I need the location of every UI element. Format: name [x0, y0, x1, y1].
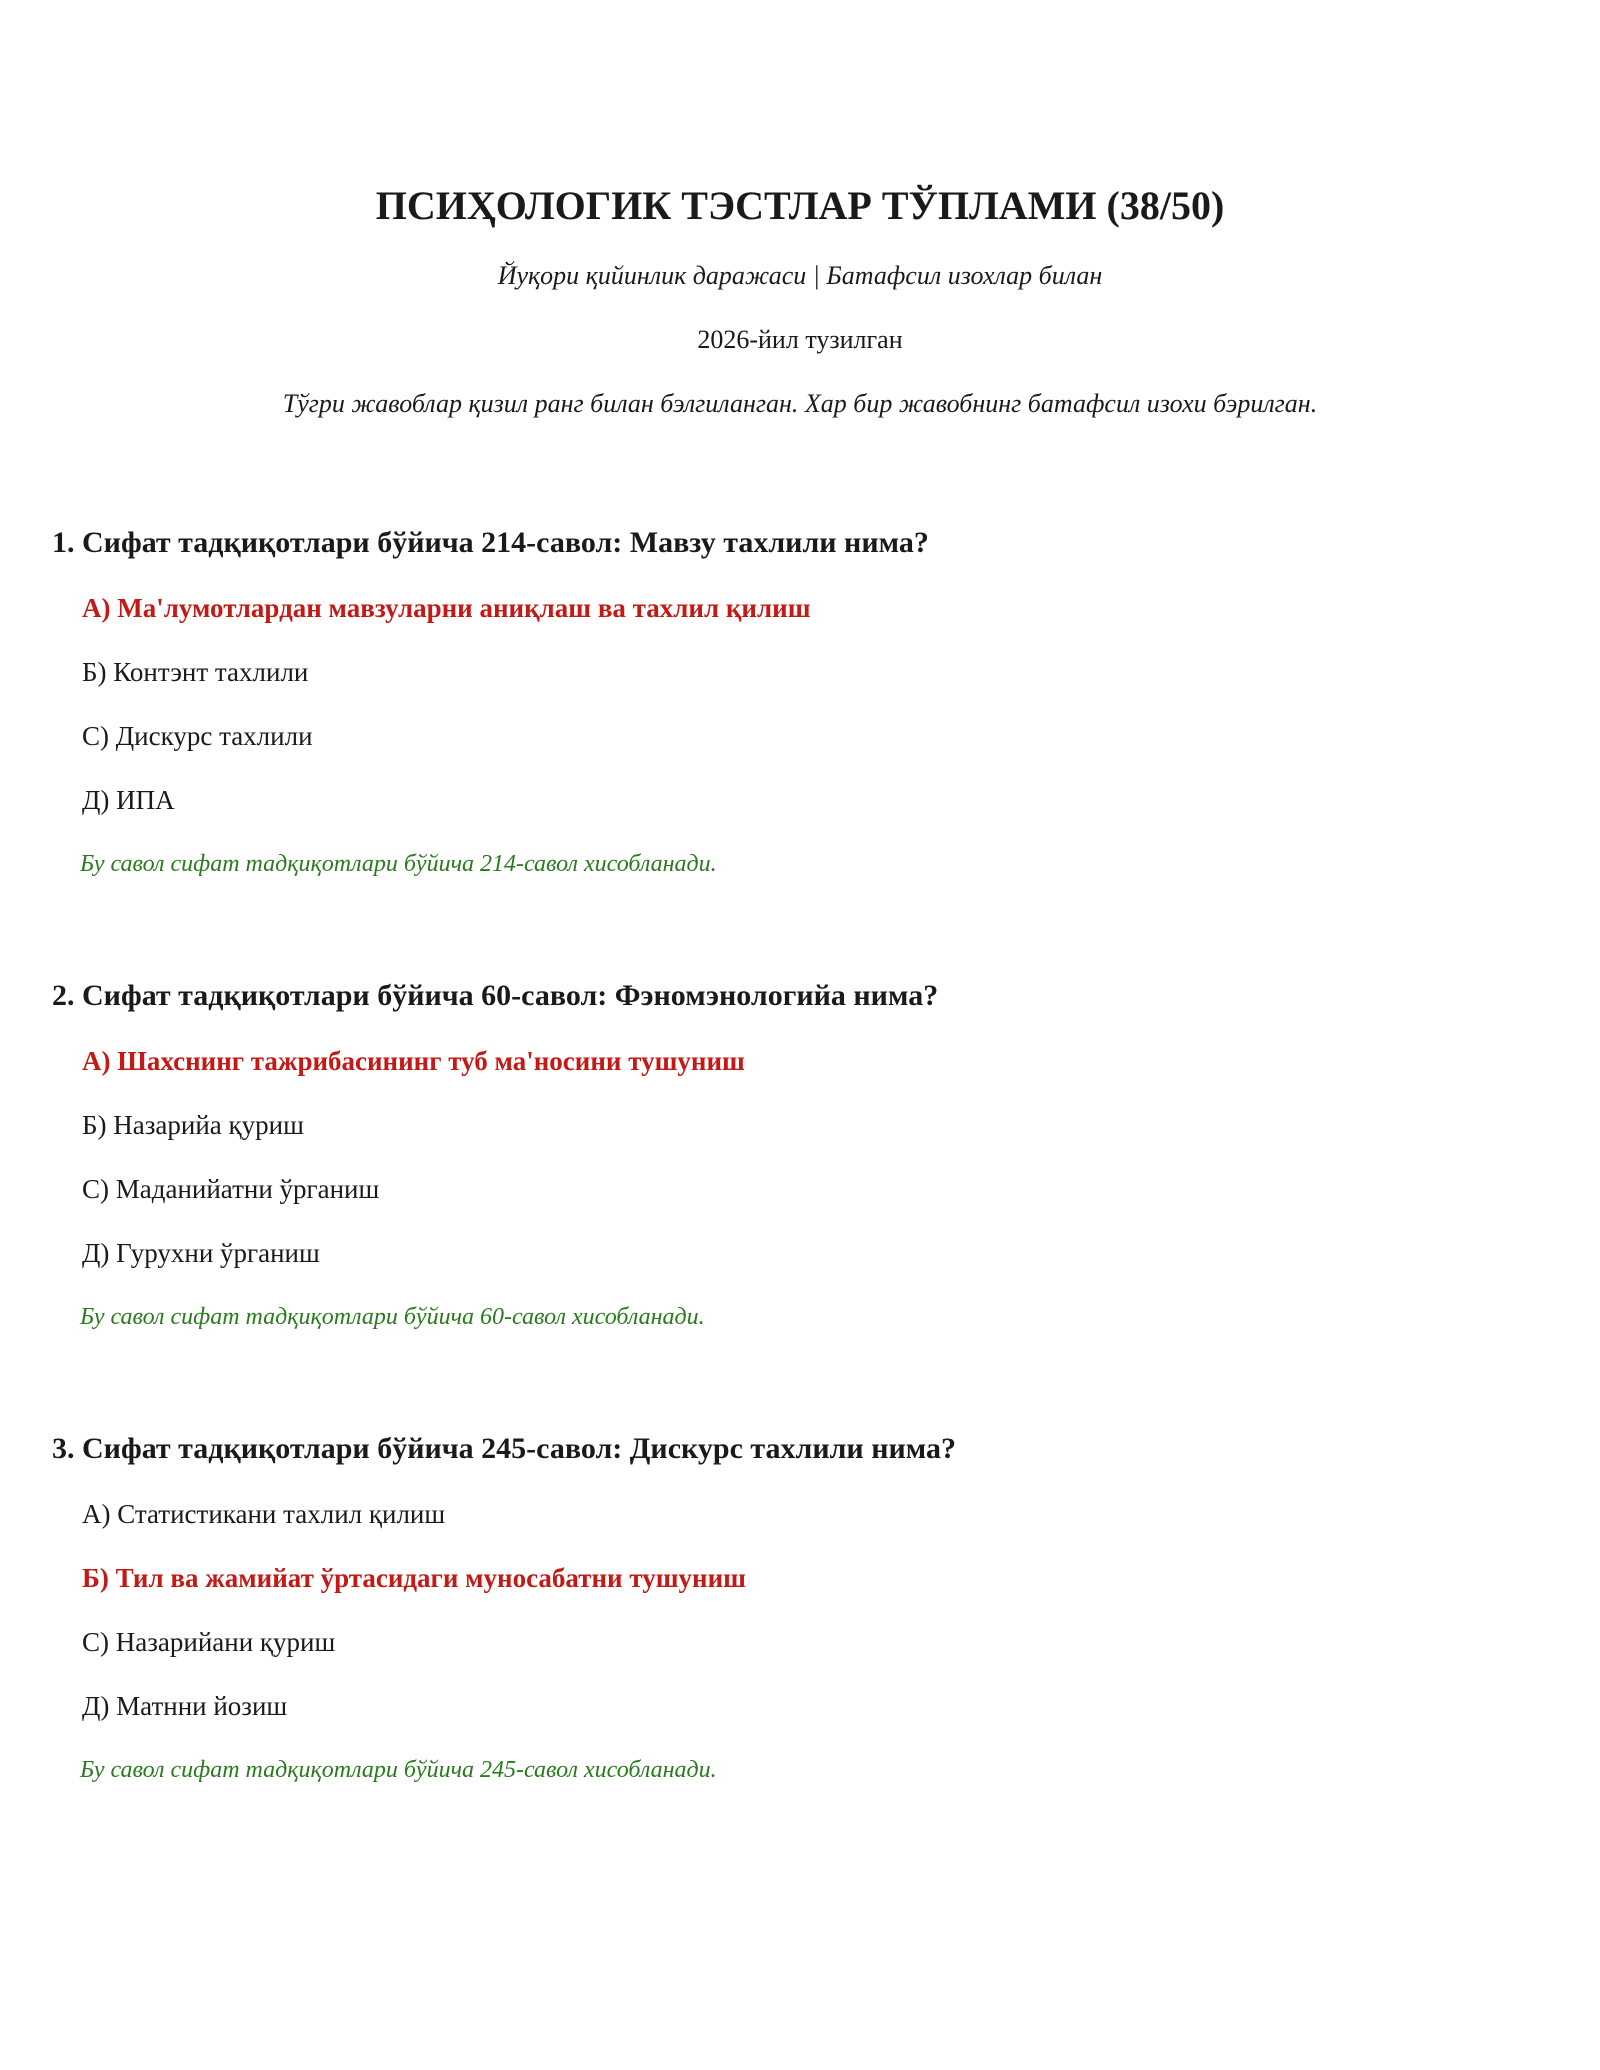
question-explanation: Бу савол сифат тадқиқотлари бўйича 214-савол хисобланади. — [80, 851, 717, 877]
document-date: 2026-йил тузилган — [697, 325, 903, 354]
question-1 — [52, 525, 1552, 879]
question-title: 2. Сифат тадқиқотлари бўйича 60-савол: Фэномэнологийа нима? — [52, 979, 939, 1012]
option-d: Д) ИПА — [82, 785, 175, 815]
option-a: А) Шахснинг тажрибасининг туб ма'носини тушуниш — [82, 1046, 745, 1076]
question-title: 1. Сифат тадқиқотлари бўйича 214-савол: Мавзу тахлили нима? — [52, 526, 929, 559]
document-note: Тўгри жавоблар қизил ранг билан бэлгиланган. Хар бир жавобнинг батафсил изохи бэрилган. — [282, 389, 1318, 418]
option-d: Д) Матнни йозиш — [82, 1691, 288, 1721]
option-a: А) Статистикани тахлил қилиш — [82, 1499, 446, 1529]
question-title: 3. Сифат тадқиқотлари бўйича 245-савол: Дискурс тахлили нима? — [52, 1432, 957, 1465]
question-2 — [52, 978, 1552, 1332]
question-explanation: Бу савол сифат тадқиқотлари бўйича 60-савол хисобланади. — [80, 1304, 705, 1330]
option-c: С) Дискурс тахлили — [82, 721, 313, 751]
document-subtitle: Йуқори қийинлик даражаси | Батафсил изохлар билан — [497, 261, 1103, 290]
option-d: Д) Гурухни ўрганиш — [82, 1238, 320, 1268]
document-header — [0, 182, 1600, 420]
option-c: С) Маданийатни ўрганиш — [82, 1174, 380, 1204]
option-c: С) Назарийани қуриш — [82, 1627, 336, 1657]
question-explanation: Бу савол сифат тадқиқотлари бўйича 245-савол хисобланади. — [80, 1757, 717, 1783]
option-a: А) Ма'лумотлардан мавзуларни аниқлаш ва тахлил қилиш — [82, 593, 811, 623]
option-b: Б) Контэнт тахлили — [82, 657, 309, 687]
option-b: Б) Тил ва жамийат ўртасидаги муносабатни тушуниш — [82, 1563, 746, 1593]
question-3 — [52, 1431, 1552, 1785]
document-title: ПСИҲОЛОГИК ТЭСТЛАР ТЎПЛАМИ (38/50) — [375, 183, 1225, 228]
option-b: Б) Назарийа қуриш — [82, 1110, 304, 1140]
